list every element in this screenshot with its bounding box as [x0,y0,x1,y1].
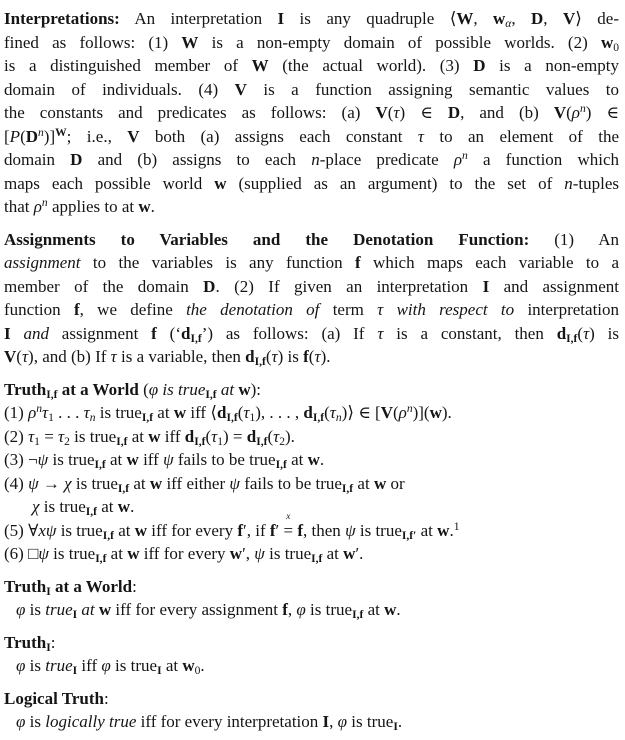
text-line: member of the domain D. (2) If given an interpretation I and assignment [4,276,619,296]
text-line: φ is trueI at w iff for every assignment f, φ is trueI,f at w. [16,600,401,622]
text-line: φ is trueI iff φ is trueI at w0. [16,656,205,678]
text-line: $[P(D^n)]^W$; i.e., V both (a) assigns each constant τ to an element of the [4,125,619,146]
text-line: χ is trueI,f at w. [32,497,135,519]
text-line: is a distinguished member of W (the actual world). (3) D is a non-empty [4,56,619,75]
truth-i-at-a-world-section [4,575,619,622]
text-line: domain D and (b) assigns to each n-place predicate $\rho^n$ a function which [4,149,620,169]
text-line: I and assignment f (‘dI,f’) as follows: (a) If τ is a constant, then dI,f(τ) is [4,323,620,345]
text-line: (1) $\rho^n\tau 1$ . . . τn is trueI,f at w iff ⟨dI,f(τ1), . . . , dI,f(τn)⟩ ∈ $[V(\rho^n)](w)$. [4,402,452,425]
text-line: (3) ¬ψ is trueI,f at w iff ψ fails to be trueI,f at w. [4,450,325,472]
truth-i-section [4,631,619,678]
text-line: (4) ψ → χ is trueI,f at w iff either ψ fails to be trueI,f at w or [4,473,405,495]
text-line: (5) ∀xψ is trueI,f at w iff for every f′, if f′ x = f, then ψ is trueI,f′ at w.$^1$ [4,511,460,542]
text-line: (6) □ψ is trueI,f at w iff for every w′, ψ is trueI,f at w′. [4,544,364,566]
truth-if-at-a-world-section [4,378,619,566]
heading-line: TruthI,f at a World (φ is trueI,f at w): [4,379,262,401]
heading-line: Logical Truth: [4,688,109,708]
x-over-equals: x = [283,511,294,540]
text-line: (2) τ1 = τ2 is trueI,f at w iff dI,f(τ1) = dI,f(τ2). [4,426,295,448]
text-line: fined as follows: (1) W is a non-empty domain of possible worlds. (2) w0 [4,32,619,54]
text-line: function f, we define the denotation of term τ with respect to interpretation [4,300,620,319]
text-line: Interpretations: An interpretation I is any quadruple ⟨W, wα, D, V⟩ de- [4,9,620,31]
text-line: φ is logically true iff for every interpretation I, φ is trueI. [16,712,403,734]
text-line: V(τ), and (b) If τ is a variable, then dI,f(τ) is f(τ). [4,347,331,369]
interpretations-paragraph [4,7,619,219]
heading-line: TruthI at a World: [4,576,137,598]
assignments-paragraph [4,228,619,369]
text-line: the constants and predicates as follows: (a) V(τ) ∈ D, and (b) $V(\rho^n)$ ∈ [4,102,619,122]
text-line: that $\rho^n$ applies to at w. [4,196,155,216]
heading-line: Assignments to Variables and the Denotation Function: (1) An [4,229,619,249]
text-line: domain of individuals. (4) V is a function assigning semantic values to [4,79,619,99]
text-line: assignment to the variables is any function f which maps each variable to a [4,253,620,272]
logical-truth-section [4,687,619,734]
text-line: maps each possible world w (supplied as an argument) to the set of n-tuples [4,173,619,193]
heading-line: TruthI: [4,632,56,654]
